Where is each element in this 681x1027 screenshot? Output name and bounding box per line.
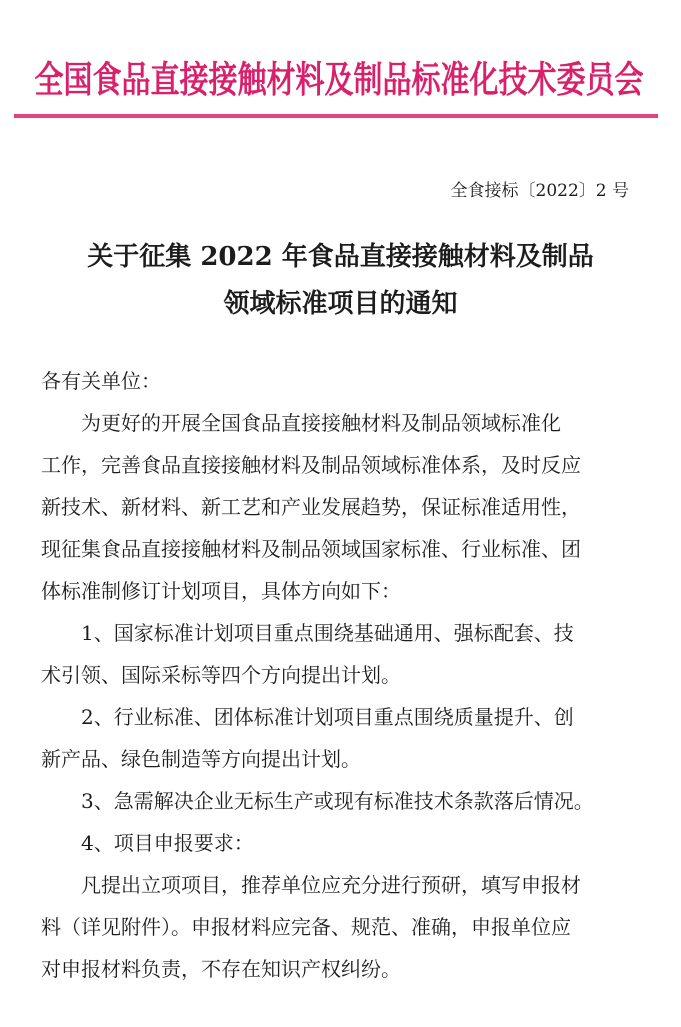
document-number: 全食接标〔2022〕2 号 (450, 181, 629, 201)
body-line: 料（详见附件）。申报材料应完备、规范、准确，申报单位应 (41, 915, 571, 939)
body-line: 新产品、绿色制造等方向提出计划。 (41, 747, 361, 771)
notice-title-line-2: 领域标准项目的通知 (223, 289, 458, 319)
body-line: 术引领、国际采标等四个方向提出计划。 (41, 663, 401, 687)
body-line: 1、国家标准计划项目重点围绕基础通用、强标配套、技 (41, 621, 574, 645)
body-line: 工作，完善食品直接接触材料及制品领域标准体系，及时反应 (41, 453, 581, 477)
body-line: 新技术、新材料、新工艺和产业发展趋势，保证标准适用性， (41, 495, 581, 519)
salutation: 各有关单位： (41, 369, 161, 393)
organization-letterhead: 全国食品直接接触材料及制品标准化技术委员会 (34, 58, 644, 101)
body-line: 2、行业标准、团体标准计划项目重点围绕质量提升、创 (41, 705, 574, 729)
body-line: 现征集食品直接接触材料及制品领域国家标准、行业标准、团 (41, 537, 581, 561)
body-line: 为更好的开展全国食品直接接触材料及制品领域标准化 (41, 411, 561, 435)
body-line: 4、项目申报要求： (41, 831, 254, 855)
letterhead-divider (14, 114, 658, 118)
body-line: 3、急需解决企业无标生产或现有标准技术条款落后情况。 (41, 789, 594, 813)
body-line: 凡提出立项项目，推荐单位应充分进行预研，填写申报材 (41, 873, 581, 897)
body-line: 对申报材料负责，不存在知识产权纠纷。 (41, 957, 401, 981)
body-line: 体标准制修订计划项目，具体方向如下： (41, 579, 401, 603)
notice-title-line-1: 关于征集 2022 年食品直接接触材料及制品 (87, 242, 594, 272)
